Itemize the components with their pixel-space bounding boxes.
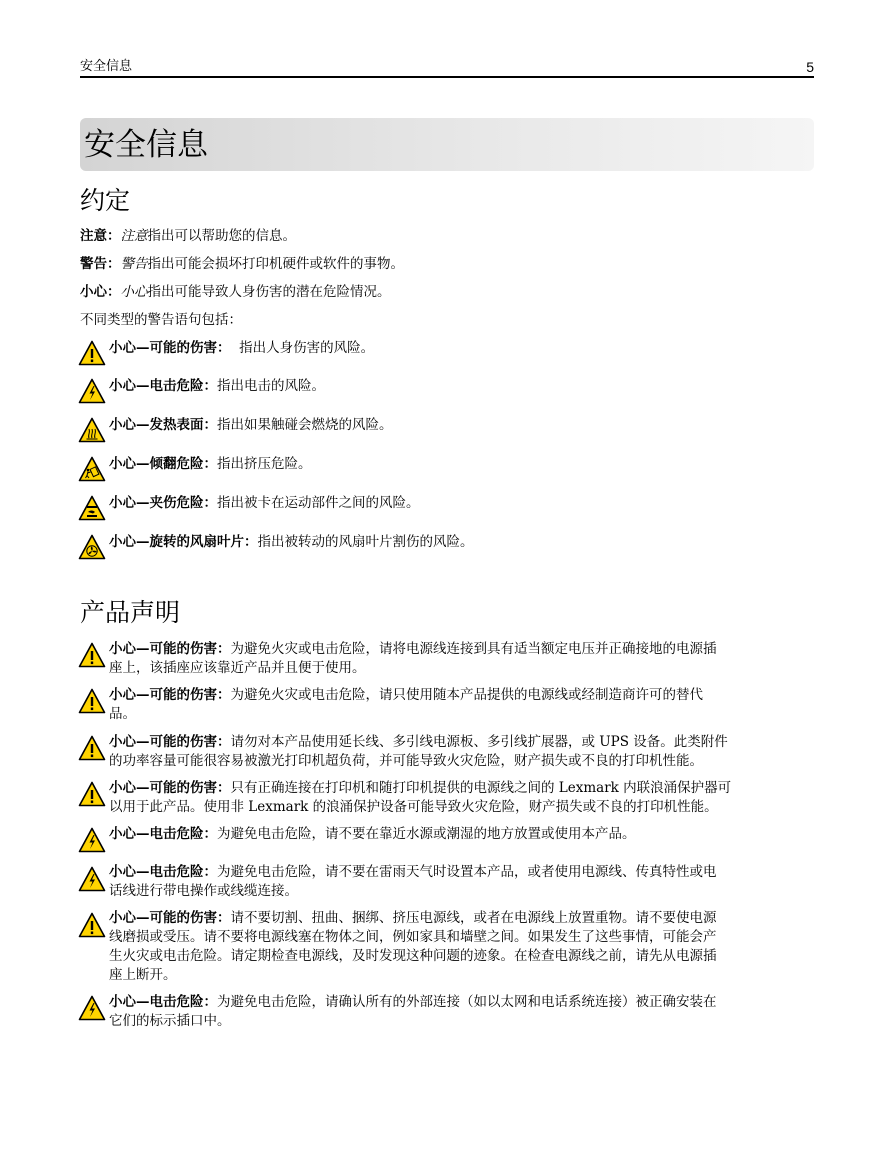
pinch-icon [78, 495, 106, 521]
chapter-title-bar [80, 118, 814, 171]
type-text: 指出被卡在运动部件之间的风险。 [217, 495, 420, 511]
type-item-fan [109, 533, 814, 552]
product-statements-heading: 产品声明 [80, 598, 181, 627]
statement-item [109, 779, 814, 817]
tipping-icon [78, 456, 106, 482]
statement-line: 的功率容量可能很容易被激光打印机超负荷，并可能导致火灾危险，财产损失或不良的打印机性能。 [109, 753, 703, 769]
note-line [80, 227, 296, 246]
warning-line [80, 255, 404, 274]
type-text: 指出被转动的风扇叶片割伤的风险。 [257, 534, 474, 550]
type-text: 指出挤压危险。 [217, 456, 312, 472]
electric-shock-icon [78, 378, 106, 404]
statement-line: 它们的标示插口中。 [109, 1013, 231, 1029]
type-label: 小心—倾翻危险： [109, 456, 217, 472]
hot-surface-icon [78, 417, 106, 443]
caution-line [80, 283, 391, 302]
electric-shock-icon [78, 866, 106, 892]
statement-line: 线磨损或受压。请不要将电源线塞在物体之间，例如家具和墙壁之间。如果发生了这些事情，可能会产 [109, 929, 717, 945]
warning-triangle-icon [78, 688, 106, 714]
warning-triangle-icon [78, 735, 106, 761]
page-header [80, 58, 814, 78]
statement-label: 小心—电击危险： [109, 826, 217, 842]
warning-text: 指出可能会损坏打印机硬件或软件的事物。 [147, 256, 404, 272]
type-item-hot-surface [109, 416, 814, 435]
statement-label: 小心—电击危险： [109, 994, 217, 1010]
statement-label: 小心—电击危险： [109, 864, 217, 880]
caution-term: 小心 [120, 284, 148, 300]
statement-item [109, 640, 814, 678]
statement-line: 话线进行带电操作或线缆连接。 [109, 883, 298, 899]
statement-item [109, 993, 814, 1031]
statement-item [109, 863, 814, 901]
type-item-tipping [109, 455, 814, 474]
statement-line: 座上，该插座应该靠近产品并且便于使用。 [109, 660, 366, 676]
statement-item [109, 909, 814, 985]
header-section-title: 安全信息 [80, 59, 133, 74]
type-item-electric [109, 377, 814, 396]
electric-shock-icon [78, 827, 106, 853]
type-item-pinch [109, 494, 814, 513]
caution-label: 小心： [80, 284, 121, 300]
statement-line: 生火灾或电击危险。请定期检查电源线，及时发现这种问题的迹象。在检查电源线之前，请先从电源插 [109, 948, 717, 964]
statement-label: 小心—可能的伤害： [109, 780, 231, 796]
chapter-title: 安全信息 [84, 127, 208, 163]
statement-item [109, 733, 814, 771]
type-text: 指出如果触碰会燃烧的风险。 [217, 417, 393, 433]
type-label: 小心—发热表面： [109, 417, 217, 433]
statement-label: 小心—可能的伤害： [109, 687, 231, 703]
statement-line: 为避免电击危险，请不要在雷雨天气时设置本产品，或者使用电源线、传真特性或电 [217, 864, 717, 880]
note-text: 指出可以帮助您的信息。 [147, 228, 296, 244]
statement-label: 小心—可能的伤害： [109, 734, 231, 750]
statement-line: 只有正确连接在打印机和随打印机提供的电源线之间的 Lexmark 内联浪涌保护器可 [230, 780, 732, 796]
statement-line: 请勿对本产品使用延长线、多引线电源板、多引线扩展器，或 UPS 设备。此类附件 [230, 734, 728, 750]
statement-line: 为避免火灾或电击危险，请只使用随本产品提供的电源线或经制造商许可的替代 [230, 687, 703, 703]
statement-line: 为避免电击危险，请确认所有的外部连接（如以太网和电话系统连接）被正确安装在 [217, 994, 717, 1010]
statement-line: 座上断开。 [109, 967, 177, 983]
statement-line: 为避免火灾或电击危险，请将电源线连接到具有适当额定电压并正确接地的电源插 [230, 641, 717, 657]
conventions-heading: 约定 [80, 186, 131, 215]
warning-triangle-icon [78, 912, 106, 938]
note-term: 注意 [120, 228, 148, 244]
statement-line: 请不要切割、扭曲、捆绑、挤压电源线，或者在电源线上放置重物。请不要使电源 [230, 910, 717, 926]
warning-triangle-icon [78, 642, 106, 668]
type-text: 指出人身伤害的风险。 [230, 340, 375, 356]
type-label: 小心—可能的伤害： [109, 340, 231, 356]
note-label: 注意： [80, 228, 121, 244]
statement-label: 小心—可能的伤害： [109, 910, 231, 926]
type-text: 指出电击的风险。 [217, 378, 325, 394]
statement-line: 品。 [109, 706, 136, 722]
electric-shock-icon [78, 995, 106, 1021]
types-intro: 不同类型的警告语句包括： [80, 312, 242, 328]
fan-icon [78, 534, 106, 560]
warning-label: 警告： [80, 256, 121, 272]
page-number: 5 [806, 59, 814, 75]
type-label: 小心—夹伤危险： [109, 495, 217, 511]
type-label: 小心—电击危险： [109, 378, 217, 394]
statement-item [109, 825, 814, 844]
statement-line: 以用于此产品。使用非 Lexmark 的浪涌保护设备可能导致火灾危险，财产损失或不良的打印机性能。 [109, 799, 718, 815]
warning-triangle-icon [78, 340, 106, 366]
type-item-injury [109, 339, 814, 358]
caution-text: 指出可能导致人身伤害的潜在危险情况。 [147, 284, 391, 300]
warning-triangle-icon [78, 781, 106, 807]
type-label: 小心—旋转的风扇叶片： [109, 534, 258, 550]
statement-label: 小心—可能的伤害： [109, 641, 231, 657]
warning-term: 警告 [120, 256, 148, 272]
statement-item [109, 686, 814, 724]
statement-line: 为避免电击危险，请不要在靠近水源或潮湿的地方放置或使用本产品。 [217, 826, 636, 842]
